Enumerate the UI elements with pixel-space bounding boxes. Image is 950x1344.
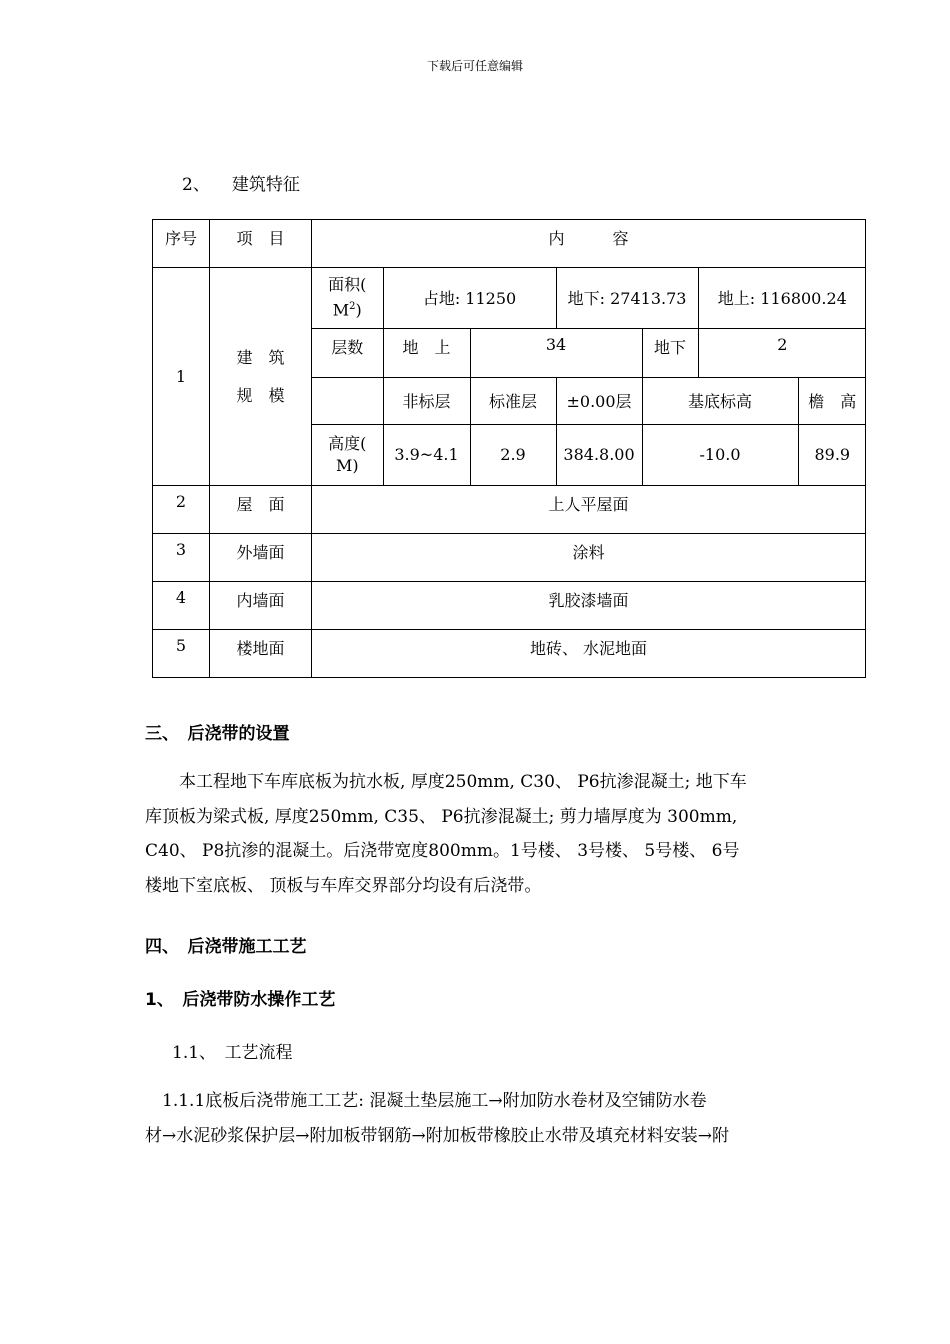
table-row	[153, 630, 866, 678]
row-content: 涂料	[312, 534, 866, 582]
table-header-row	[153, 220, 866, 268]
height-col-nonstandard: 非标层	[383, 377, 470, 424]
paragraph-line: C40、 P8抗渗的混凝土。后浇带宽度800mm。1号楼、 3号楼、 5号楼、 6号	[145, 841, 740, 861]
row-item: 外墙面	[210, 534, 312, 582]
floors-row	[312, 328, 866, 377]
paragraph-line: 1.1.1底板后浇带施工工艺: 混凝土垫层施工→附加防水卷材及空铺防水卷	[145, 1091, 707, 1111]
row1-content	[312, 268, 866, 486]
height-col-eave: 檐 高	[798, 377, 866, 424]
header-item: 项 目	[210, 220, 312, 268]
floors-above-label: 地 上	[383, 328, 470, 377]
height-col-base: 基底标高	[642, 377, 798, 424]
row-item: 楼地面	[210, 630, 312, 678]
row1-item	[210, 268, 312, 486]
table-row	[153, 582, 866, 630]
scale-subtable	[312, 268, 866, 485]
row-content: 乳胶漆墙面	[312, 582, 866, 630]
row1-item-line1: 建 筑	[236, 347, 285, 367]
floors-below-value: 2	[698, 328, 866, 377]
building-features-table	[152, 219, 866, 678]
height-value-row	[312, 424, 866, 485]
floors-below-label: 地下	[642, 328, 698, 377]
section-title: 建筑特征	[231, 175, 300, 195]
height-val-zero: 384.8.00	[556, 424, 642, 485]
height-col-zero: ±0.00层	[556, 377, 642, 424]
section3-paragraph	[145, 765, 825, 903]
area-land: 占地: 11250	[383, 268, 556, 328]
section-heading-building-features	[182, 170, 300, 195]
section4-1-heading: 1、 后浇带防水操作工艺	[145, 990, 336, 1010]
area-above: 地上: 116800.24	[698, 268, 866, 328]
row-seq: 4	[153, 582, 210, 630]
header-seq: 序号	[153, 220, 210, 268]
floors-above-value: 34	[470, 328, 642, 377]
paragraph-line: 库顶板为梁式板, 厚度250mm, C35、 P6抗渗混凝土; 剪力墙厚度为 300mm,	[145, 806, 738, 827]
area-label: 面积( $M^2$)	[312, 268, 383, 328]
row-seq: 2	[153, 486, 210, 534]
table-row	[153, 268, 866, 486]
row-seq: 5	[153, 630, 210, 678]
height-val-standard: 2.9	[470, 424, 556, 485]
table-row	[153, 486, 866, 534]
section3-heading: 三、 后浇带的设置	[145, 724, 290, 744]
floors-label: 层数	[312, 328, 383, 377]
height-label: 高度( M)	[312, 424, 383, 485]
row-item: 屋 面	[210, 486, 312, 534]
area-row	[312, 268, 866, 328]
flow-paragraph	[145, 1084, 825, 1153]
row-content: 地砖、 水泥地面	[312, 630, 866, 678]
row1-item-line2: 规 模	[236, 385, 285, 405]
row-seq: 3	[153, 534, 210, 582]
page-header: 下载后可任意编辑	[426, 59, 523, 73]
height-val-base: -10.0	[642, 424, 798, 485]
paragraph-line: 材→水泥砂浆保护层→附加板带钢筋→附加板带橡胶止水带及填充材料安装→附	[145, 1125, 729, 1146]
paragraph-line: 楼地下室底板、 顶板与车库交界部分均设有后浇带。	[145, 875, 542, 896]
height-header-blank	[312, 377, 383, 424]
section4-1-1-heading: 1.1、 工艺流程	[172, 1043, 293, 1063]
paragraph-line: 本工程地下车库底板为抗水板, 厚度250mm, C30、 P6抗渗混凝土; 地下车	[145, 772, 747, 792]
row1-seq: 1	[153, 268, 210, 486]
row-item: 内墙面	[210, 582, 312, 630]
header-content: 内 容	[312, 220, 866, 268]
height-col-standard: 标准层	[470, 377, 556, 424]
height-val-nonstandard: 3.9~4.1	[383, 424, 470, 485]
table-row	[153, 534, 866, 582]
height-header-row	[312, 377, 866, 424]
row-content: 上人平屋面	[312, 486, 866, 534]
section-number: 2、	[182, 175, 210, 195]
area-below: 地下: 27413.73	[556, 268, 698, 328]
height-val-eave: 89.9	[798, 424, 866, 485]
section4-heading: 四、 后浇带施工工艺	[145, 937, 307, 957]
